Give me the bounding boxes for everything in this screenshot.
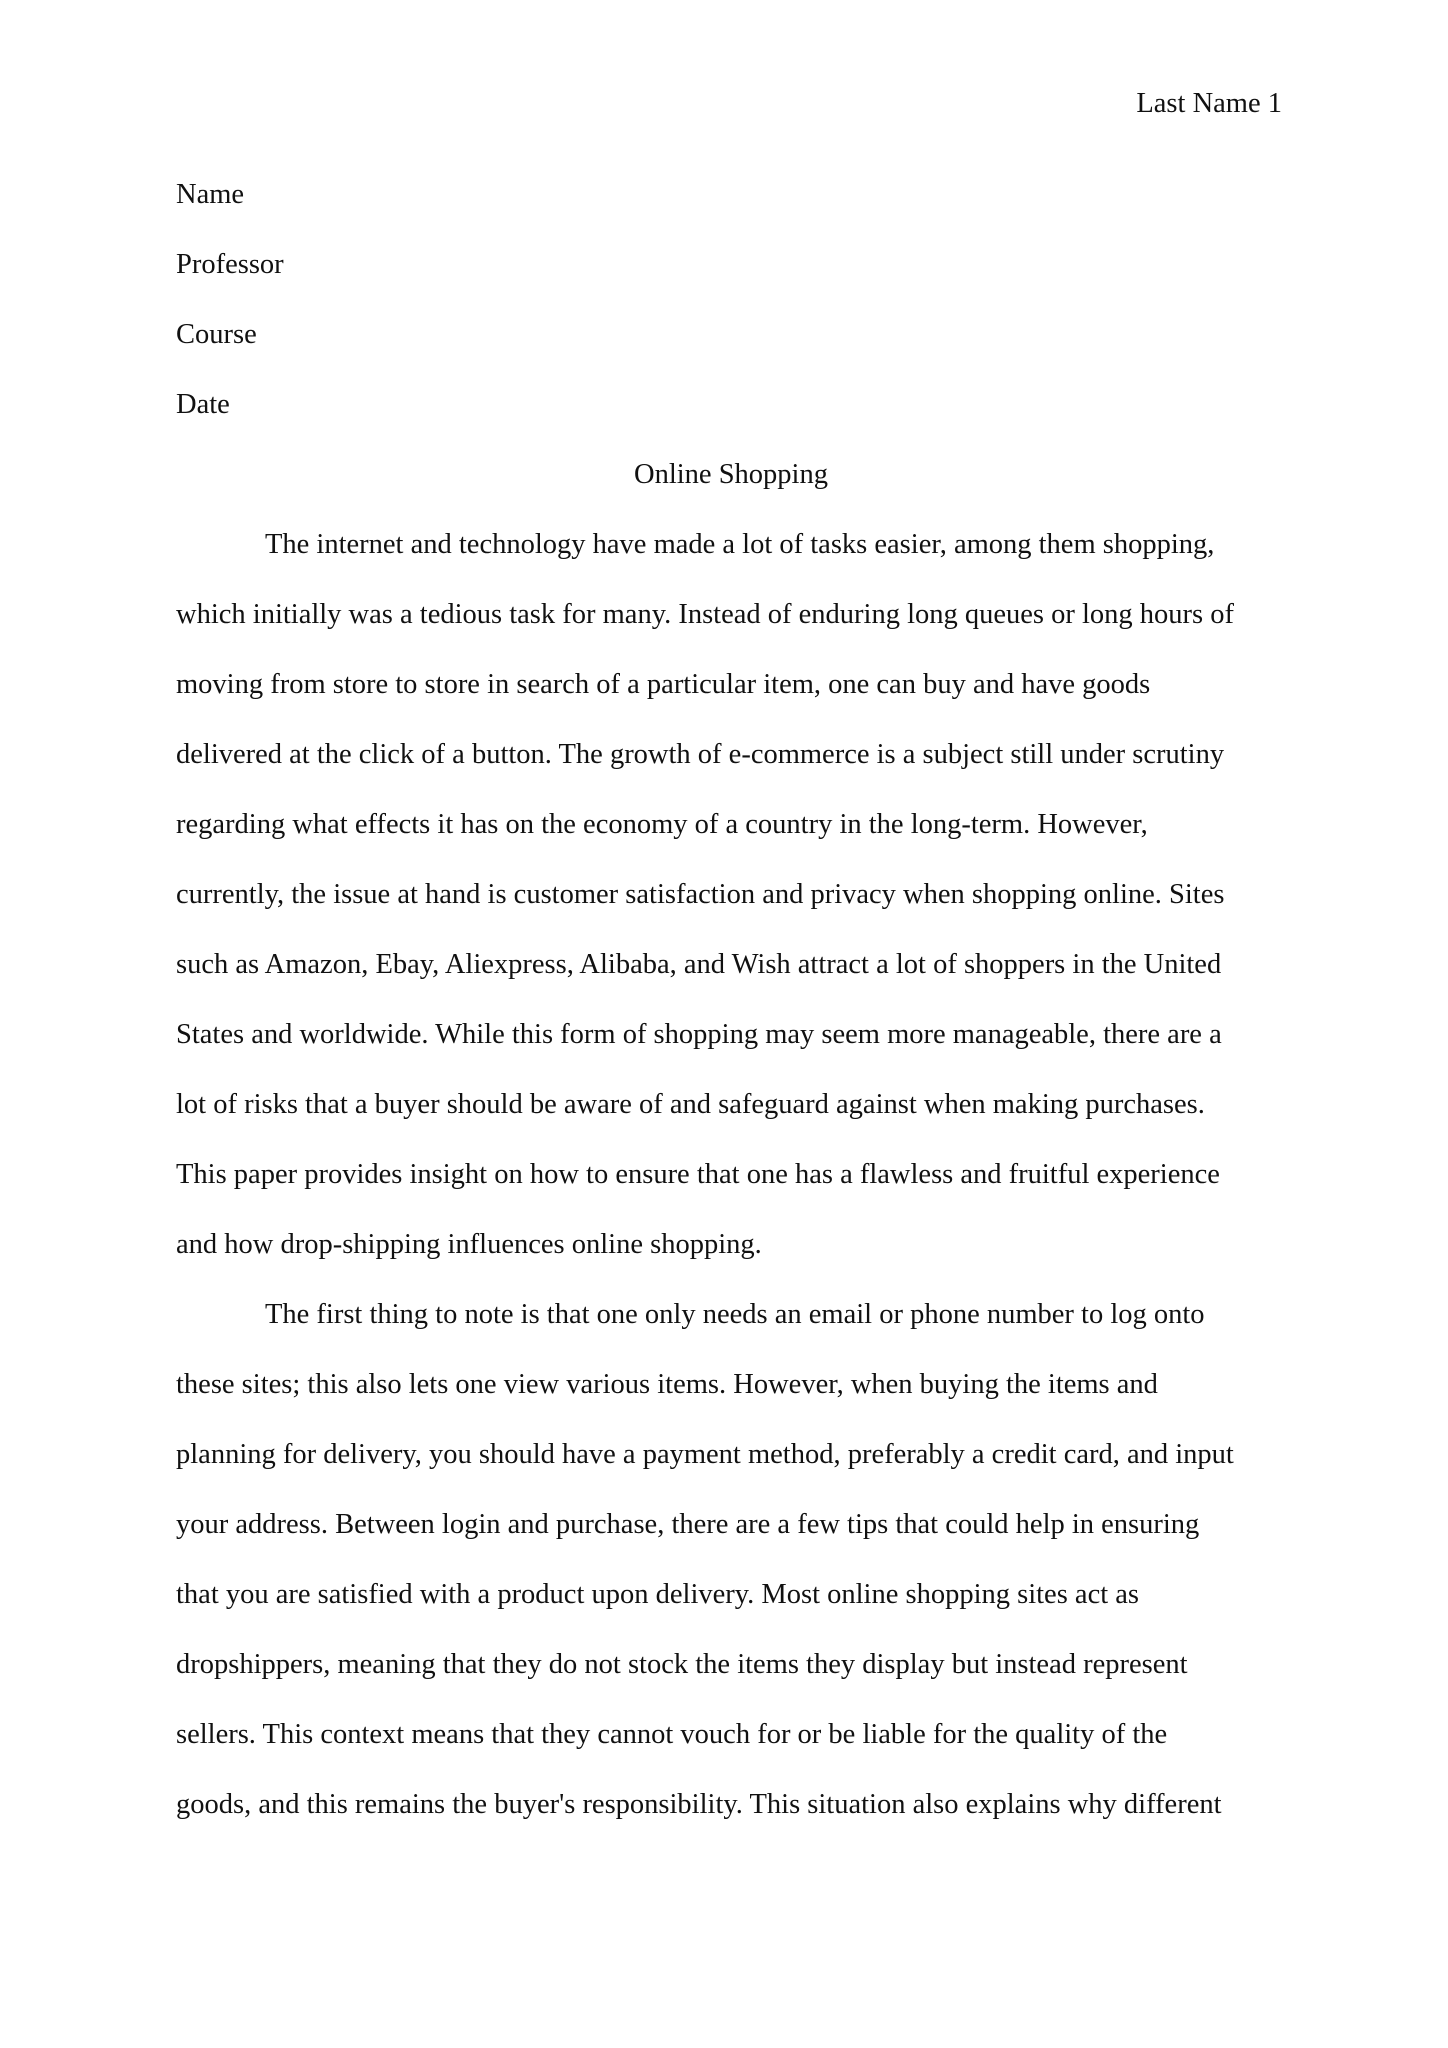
professor-name: Professor [176,249,284,280]
paragraph-line: The first thing to note is that one only needs an email or phone number to log onto [265,1299,1205,1330]
paragraph-line: The internet and technology have made a lot of tasks easier, among them shopping, [265,529,1215,560]
paragraph-line: planning for delivery, you should have a payment method, preferably a credit card, and input [176,1439,1234,1470]
paragraph-line: such as Amazon, Ebay, Aliexpress, Alibaba, and Wish attract a lot of shoppers in the United [176,949,1222,980]
paragraph-line: sellers. This context means that they cannot vouch for or be liable for the quality of the [176,1719,1168,1750]
paragraphs [176,510,1286,1840]
paragraph-line: your address. Between login and purchase, there are a few tips that could help in ensuring [176,1509,1200,1540]
paragraph-line: regarding what effects it has on the economy of a country in the long-term. However, [176,809,1148,840]
running-head: Last Name 1 [1136,88,1282,119]
paragraph-line: which initially was a tedious task for many. Instead of enduring long queues or long hours of [176,599,1234,630]
paragraph-line: that you are satisfied with a product upon delivery. Most online shopping sites act as [176,1579,1140,1610]
paragraph-line: moving from store to store in search of a particular item, one can buy and have goods [176,669,1151,700]
document-body [176,160,1286,1840]
document-title: Online Shopping [634,459,828,490]
paragraph [176,510,1286,1280]
paragraph-line: delivered at the click of a button. The growth of e-commerce is a subject still under scrutiny [176,739,1225,770]
student-name: Name [176,179,245,210]
paragraph [176,1280,1286,1840]
paragraph-line: States and worldwide. While this form of shopping may seem more manageable, there are a [176,1019,1222,1050]
paragraph-line: currently, the issue at hand is customer satisfaction and privacy when shopping online. Sites [176,879,1225,910]
paragraph-line: these sites; this also lets one view various items. However, when buying the items and [176,1369,1158,1400]
paragraph-line: goods, and this remains the buyer's responsibility. This situation also explains why different [176,1789,1222,1820]
paragraph-line: This paper provides insight on how to ensure that one has a flawless and fruitful experience [176,1159,1220,1190]
course-name: Course [176,319,257,350]
paragraph-line: and how drop-shipping influences online shopping. [176,1229,762,1260]
date: Date [176,389,230,420]
paragraph-line: dropshippers, meaning that they do not stock the items they display but instead represent [176,1649,1188,1680]
paragraph-line: lot of risks that a buyer should be aware of and safeguard against when making purchases. [176,1089,1205,1120]
